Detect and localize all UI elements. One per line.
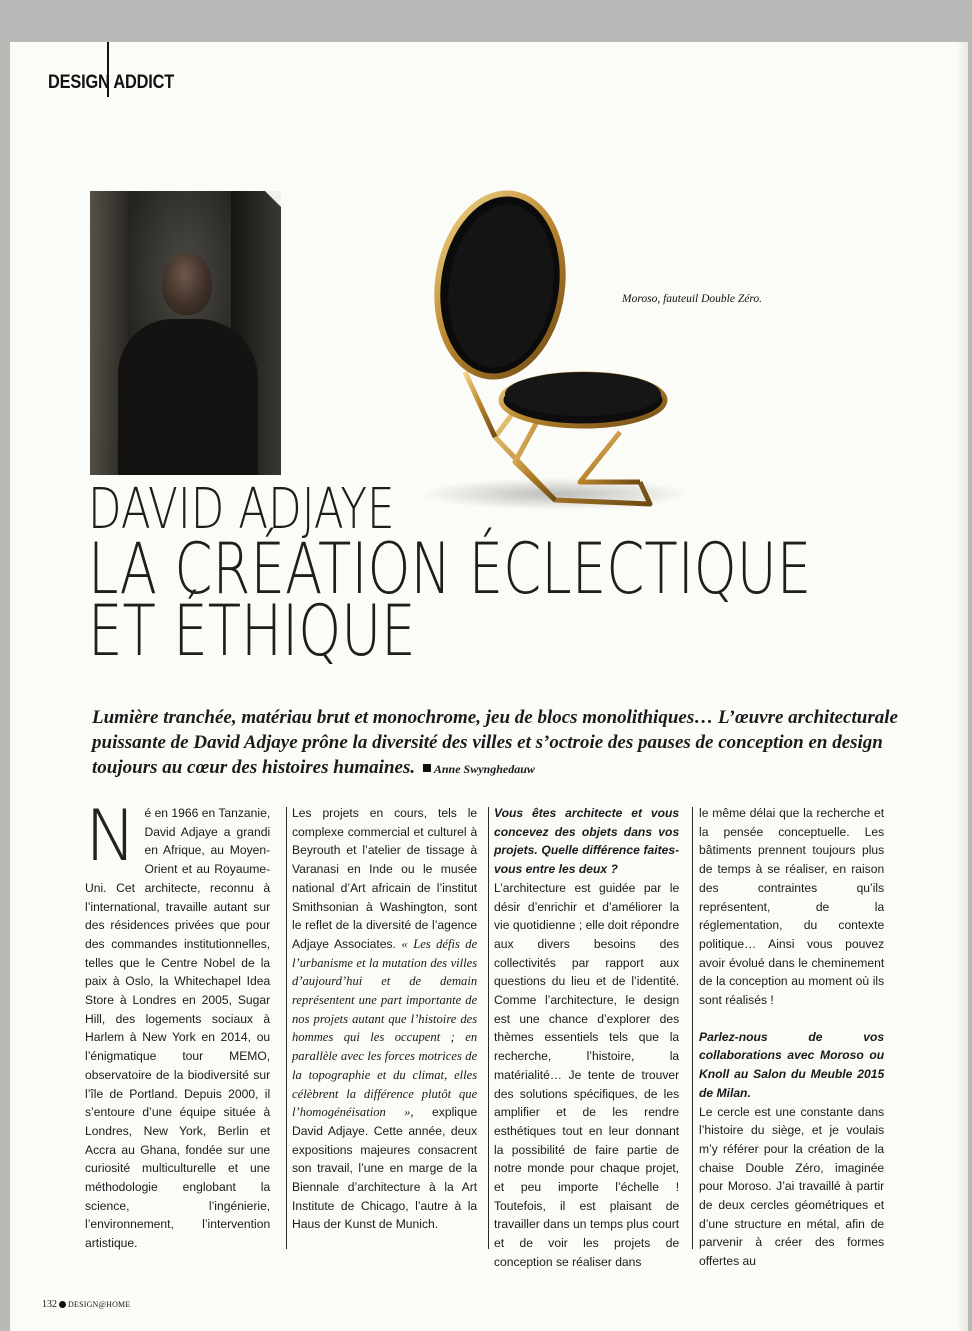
folio-dot-icon <box>59 1301 66 1308</box>
portrait-figure-head <box>162 253 212 315</box>
column-1-text: é en 1966 en Tanzanie, David Adjaye a grandi en Afrique, au Moyen-Orient et au Royaume-Uni. Cet architecte, reconnu à l’international, travaille autant sur des résidences privées que pour des commandes institutionnelles, telles que le Centre Nobel de la paix à Oslo, la Whitechapel Idea Store à Londres en 2005, Sugar Hill, des logements sociaux à Harlem à New York en 2014, ou l’énigmatique tour MEMO, observatoire de la biodiversité sur l’île de Portland. Depuis 2000, il s’entoure d’une équipe située à Londres, New York, Berlin et Accra au Ghana, fondée sur une curiosité multiculturelle et une méthodologie englobant la science, l’ingénierie, l’environnement, l’intervention artistique. <box>85 806 271 1251</box>
portrait-figure-body <box>118 319 258 475</box>
headline <box>88 477 812 672</box>
portrait-photo <box>90 191 281 475</box>
end-square-icon <box>423 764 431 772</box>
interview-answer-1-end: le même délai que la recherche et la pensée conceptuelle. Les bâtiments prennent toujours plus de temps à se réaliser, en raison des contraintes qu’ils représentent, de la réglementation, du contexte politique… Ainsi vous pouvez avoir évolué dans le cheminement de la conception au moment où ils sont réalisés ! <box>699 806 885 1008</box>
page-folio <box>42 1299 130 1310</box>
interview-question-1: Vous êtes architecte et vous concevez des objets dans vos projets. Quelle différence faites-vous entre les deux ? <box>494 806 680 877</box>
headline-line-2: LA CRÉATION ÉCLECTIQUE <box>88 528 812 610</box>
adjaye-quote: « Les défis de l’urbanisme et la mutation des villes d’aujourd’hui et de demain représentent une part importante de nos projets autant que l’histoire des hommes qui les occupent ; en parallèle avec les forces motrices de la topographie et du climat, elles célèbrent la différence plutôt que l’homogénéisation », <box>292 936 478 1120</box>
interview-answer-2: Le cercle est une constante dans l’histoire du siège, et je voulais m’y référer pour la création de la chaise Double Zéro, imaginée pour Moroso. J’ai travaillé à partir de deux cercles géométriques et d’une structure en métal, afin de parvenir à créer des formes offertes au <box>699 1104 885 1269</box>
standfirst <box>92 705 952 782</box>
photo-caption: Moroso, fauteuil Double Zéro. <box>622 293 763 305</box>
column-2-text-b: explique David Adjaye. Cette année, deux expositions majeures consacrent son travail, l’une en marge de la Biennale d’architecture à la Art Institute de Chicago, l’autre à la Haus der Kunst de Munich. <box>292 1105 478 1232</box>
article-column-1 <box>85 795 271 1253</box>
article-column-2 <box>292 804 477 1234</box>
article-column-4 <box>699 804 884 1271</box>
page-edge-shadow <box>956 42 968 1331</box>
headline-line-3: ET ÉTHIQUE <box>88 590 416 672</box>
standfirst-text: Lumière tranchée, matériau brut et monochrome, jeu de blocs monolithiques… L’œuvre architecturale puissante de David Adjaye prône la diversité des villes et s’octroie des pauses de conception en design toujours au cœur des histoires humaines. <box>92 707 898 778</box>
interview-question-2: Parlez-nous de vos collaborations avec Moroso ou Knoll au Salon du Meuble 2015 de Milan. <box>699 1029 885 1100</box>
column-rule-3 <box>692 807 693 1249</box>
page-number: 132 <box>42 1299 57 1310</box>
article-column-3 <box>494 804 679 1272</box>
drop-cap: N <box>85 795 137 877</box>
column-rule-2 <box>488 807 489 1249</box>
magazine-name: DESIGN@HOME <box>68 1300 131 1309</box>
headline-line-1: DAVID ADJAYE <box>88 477 395 542</box>
author-byline: Anne Swynghedauw <box>433 762 535 776</box>
double-zero-chair-photo <box>405 182 695 517</box>
column-rule-1 <box>286 807 287 1249</box>
rubric-label: DESIGN ADDICT <box>48 72 175 93</box>
magazine-page <box>10 42 968 1331</box>
column-2-text-a: Les projets en cours, tels le complexe commercial et culturel à Beyrouth et l’atelier de tissage à Varanasi en Inde ou le musée national d’Art africain de l’institut Smithsonian à Washington, sont le reflet de la diversité de l’agence Adjaye Associates. <box>292 806 478 951</box>
interview-answer-1: L’architecture est guidée par le désir d’enrichir et d’améliorer la vie quotidienne ; elle doit répondre aux divers besoins des collectivités par rapport aux questions du lieu et de l’identité. Comme l’architecture, le design est une chance d’explorer des thèmes essentiels tels que la recherche, l’histoire, la matérialité… Je tente de trouver des solutions spécifiques, de les amplifier et de les rendre esthétiques tout en leur donnant la possibilité de faire partie de notre monde pour chaque projet, et peu importe l’échelle ! Toutefois, il est plaisant de travailler dans un temps plus court et de voir les projets de conception se réaliser dans <box>494 880 680 1269</box>
paragraph-gap <box>699 1010 884 1028</box>
